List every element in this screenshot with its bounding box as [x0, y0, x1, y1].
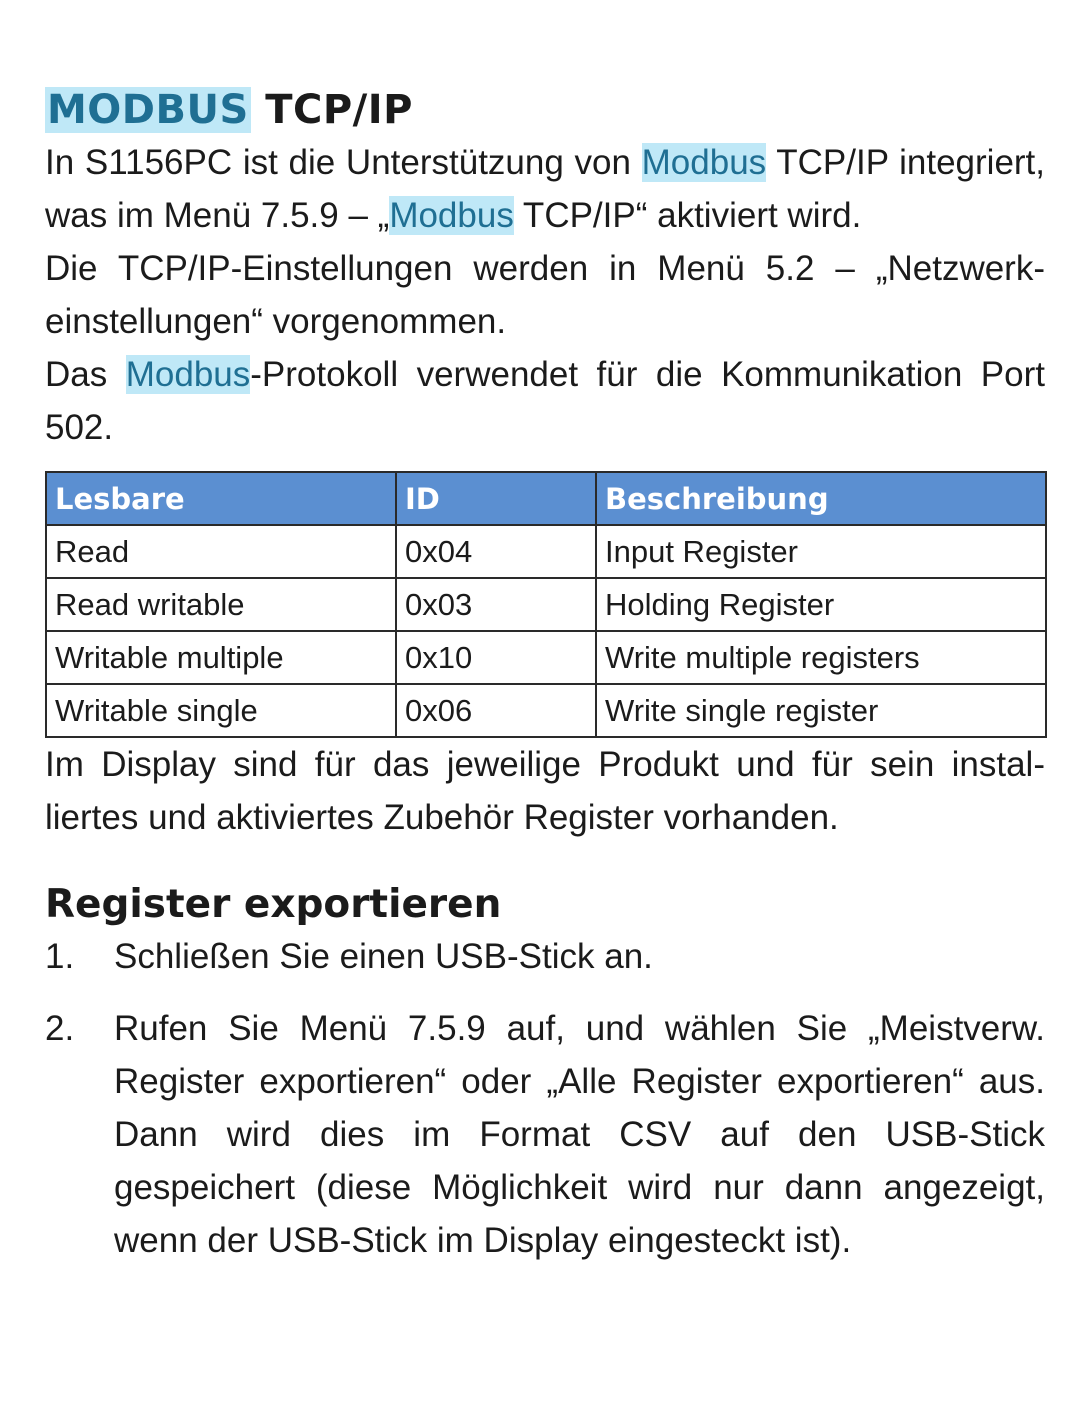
search-highlight: Modbus: [641, 143, 767, 182]
table-cell: Write single register: [596, 684, 1046, 737]
list-item: [45, 1002, 1045, 1267]
paragraph-display-registers: Im Display sind für das jeweilige Produkt und für sein installiertes und aktiviertes Zubehör Register vorhanden.: [45, 745, 1045, 837]
table-cell: 0x04: [396, 525, 596, 578]
table-cell: 0x06: [396, 684, 596, 737]
search-highlight: Modbus: [389, 196, 514, 235]
paragraph-port: [45, 348, 1045, 454]
table-cell: Input Register: [596, 525, 1046, 578]
text-run: In S1156PC ist die Unterstützung von: [45, 143, 642, 182]
table-row: [46, 631, 1046, 684]
text-run: -Protokoll verwendet für die Kommunikation Port 502.: [45, 355, 1045, 447]
paragraph-network-settings: Die TCP/IP-Einstellungen werden in Menü 5.2 – „Netzwerkeinstellungen“ vorgenommen.: [45, 249, 1045, 341]
column-header-lesbare: Lesbare: [46, 472, 396, 525]
table-cell: 0x03: [396, 578, 596, 631]
table-cell: Read: [46, 525, 396, 578]
register-table: [45, 471, 1047, 738]
table-cell: 0x10: [396, 631, 596, 684]
step-number: 1.: [45, 937, 75, 976]
search-highlight: MODBUS: [47, 87, 249, 133]
table-cell: Writable single: [46, 684, 396, 737]
step-text: Rufen Sie Menü 7.5.9 auf, und wählen Sie „Meistverw. Register exportieren“ oder „Alle Register exportieren“ aus. Dann wird dies im Format CSV auf den USB-Stick gespeichert (diese Möglichkeit wird nur dann angezeigt, wenn der USB-Stick im Display eingesteckt ist).: [114, 1009, 1045, 1260]
list-item: [45, 930, 1045, 983]
column-header-id: ID: [396, 472, 596, 525]
table-cell: Write multiple registers: [596, 631, 1046, 684]
table-row: [46, 578, 1046, 631]
table-header-row: [46, 472, 1046, 525]
text-run: Das: [45, 355, 126, 394]
step-text: Schließen Sie einen USB-Stick an.: [114, 937, 653, 976]
table-cell: Holding Register: [596, 578, 1046, 631]
table-cell: Read writable: [46, 578, 396, 631]
search-highlight: Modbus: [125, 355, 251, 394]
title-rest: TCP/IP: [250, 87, 413, 133]
text-run: TCP/IP integriert, was im Menü 7.5.9 – „: [45, 143, 1046, 235]
table-row: [46, 525, 1046, 578]
text-run: TCP/IP“ aktiviert wird.: [513, 196, 862, 235]
table-row: [46, 684, 1046, 737]
column-header-beschreibung: Beschreibung: [596, 472, 1046, 525]
steps-list: [45, 930, 1045, 1267]
section-title: Register exportieren: [45, 882, 502, 927]
page-title: [45, 84, 1045, 136]
table-cell: Writable multiple: [46, 631, 396, 684]
document-page: [45, 84, 1045, 1267]
paragraph-modbus-support: [45, 136, 1045, 242]
step-number: 2.: [45, 1009, 75, 1048]
